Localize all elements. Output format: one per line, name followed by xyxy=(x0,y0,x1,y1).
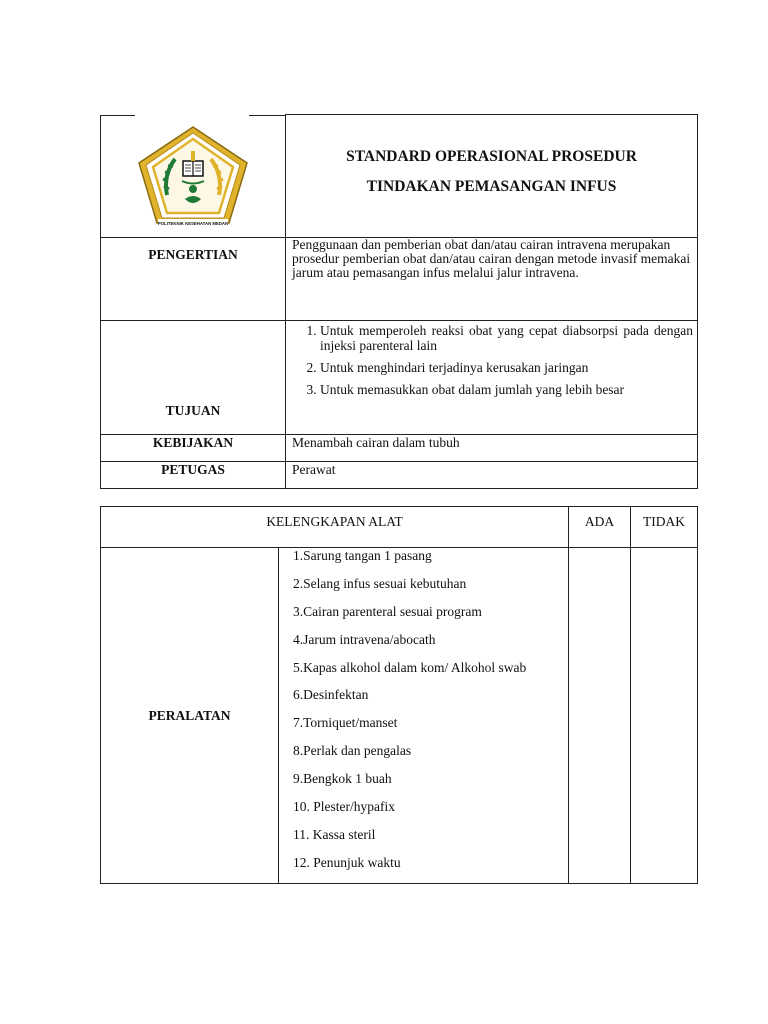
sop-title: STANDARD OPERASIONAL PROSEDUR xyxy=(346,148,637,165)
equipment-table xyxy=(100,506,698,884)
equipment-item: 8.Perlak dan pengalas xyxy=(293,743,412,759)
equipment-item: 11. Kassa steril xyxy=(293,826,376,842)
equipment-item: 10. Plester/hypafix xyxy=(293,799,395,815)
tujuan-item: 1. Untuk memperoleh reaksi obat yang cepat diabsorpsi pada dengan injeksi parenteral lain xyxy=(320,323,693,353)
equipment-item: 4.Jarum intravena/abocath xyxy=(293,631,436,647)
column-ada: ADA xyxy=(569,507,631,548)
equipment-item: 5.Kapas alkohol dalam kom/ Alkohol swab xyxy=(293,659,527,675)
kebijakan-label: KEBIJAKAN xyxy=(101,434,286,461)
equipment-item: 7.Torniquet/manset xyxy=(293,715,398,731)
petugas-text: Perawat xyxy=(286,461,698,488)
tidak-check-cell[interactable] xyxy=(631,548,698,884)
column-tidak: TIDAK xyxy=(631,507,698,548)
border-line-left xyxy=(101,115,135,116)
equipment-item: 2.Selang infus sesuai kebutuhan xyxy=(293,575,467,591)
institution-logo xyxy=(133,123,253,233)
ada-check-cell[interactable] xyxy=(569,548,631,884)
tujuan-cell xyxy=(286,320,698,434)
equipment-item: 9.Bengkok 1 buah xyxy=(293,771,392,787)
equipment-item: 1.Sarung tangan 1 pasang xyxy=(293,548,432,563)
kebijakan-text: Menambah cairan dalam tubuh xyxy=(286,434,698,461)
equipment-item: 3.Cairan parenteral sesuai program xyxy=(293,603,482,619)
tujuan-item: 3. Untuk memasukkan obat dalam jumlah yang lebih besar xyxy=(320,382,693,397)
sop-header-table xyxy=(100,114,698,489)
peralatan-label: PERALATAN xyxy=(101,548,279,884)
title-cell xyxy=(286,115,698,238)
logo-caption: POLITEKNIK KESEHATAN MEDAN xyxy=(157,220,229,226)
tujuan-item: 2. Untuk menghindari terjadinya kerusakan jaringan xyxy=(320,360,693,375)
equipment-item: 6.Desinfektan xyxy=(293,687,369,703)
equipment-item: 12. Penunjuk waktu xyxy=(293,854,401,870)
petugas-label: PETUGAS xyxy=(101,461,286,488)
sop-subtitle: TINDAKAN PEMASANGAN INFUS xyxy=(366,178,617,195)
logo-cell xyxy=(101,115,286,238)
equipment-header: KELENGKAPAN ALAT xyxy=(101,507,569,548)
tujuan-label: TUJUAN xyxy=(101,320,286,434)
tujuan-list xyxy=(292,321,693,397)
border-line-right xyxy=(249,115,286,116)
equipment-list xyxy=(279,548,569,884)
pengertian-text: Penggunaan dan pemberian obat dan/atau cairan intravena merupakan prosedur pemberian obat dan/atau cairan dengan metode invasif memakai jarum atau pemasangan infus melalui jalur intravena. xyxy=(286,237,698,320)
pengertian-label: PENGERTIAN xyxy=(101,237,286,320)
